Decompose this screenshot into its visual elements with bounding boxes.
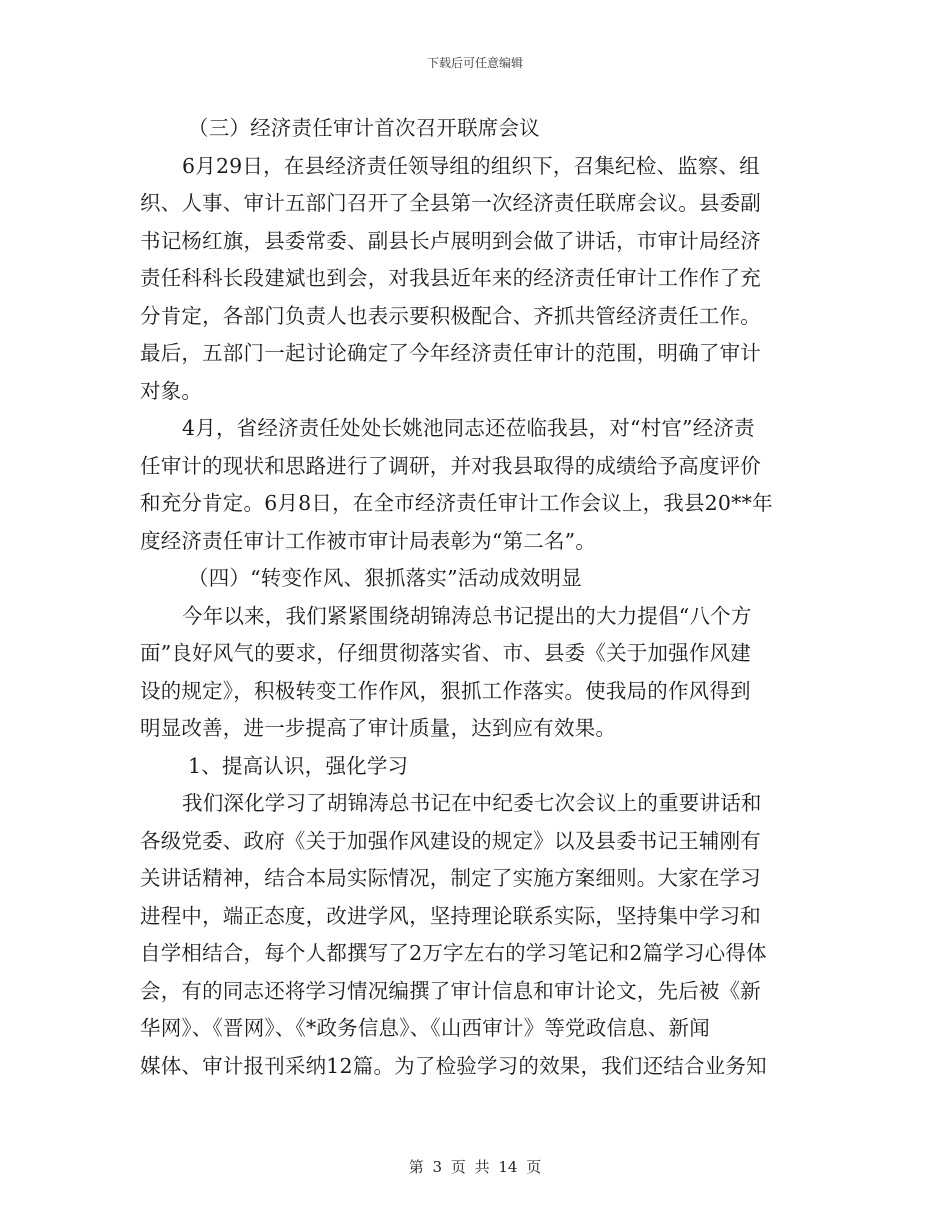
body-text-line: 4月，省经济责任处处长姚池同志还莅临我县，对“村官”经济责	[182, 416, 755, 440]
body-text-line: 最后，五部门一起讨论确定了今年经济责任审计的范围，明确了审计	[140, 341, 761, 365]
body-text-line: 度经济责任审计工作被市审计局表彰为“第二名”。	[140, 528, 597, 553]
body-text-line: 织、人事、审计五部门召开了全县第一次经济责任联席会议。县委副	[140, 191, 761, 215]
body-text-line: 华网》、《晋网》、《*政务信息》、《山西审计》等党政信息、新闻	[140, 1016, 710, 1040]
body-text-line: 进程中，端正态度，改进学风，坚持理论联系实际，坚持集中学习和	[140, 903, 761, 928]
body-text-line: 今年以来，我们紧紧围绕胡锦涛总书记提出的大力提倡“八个方	[182, 603, 752, 628]
body-text-line: 会，有的同志还将学习情况编撰了审计信息和审计论文，先后被《新	[140, 978, 761, 1003]
document-body	[140, 110, 812, 1085]
section-heading: （三）经济责任审计首次召开联席会议	[188, 116, 540, 140]
page-number: 第 3 页 共 14 页	[408, 1158, 542, 1176]
body-text-line: 分肯定，各部门负责人也表示要积极配合、齐抓共管经济责任工作。	[140, 303, 761, 328]
body-text-line: 面”良好风气的要求，仔细贯彻落实省、市、县委《关于加强作风建	[140, 641, 751, 665]
body-text-line: 关讲话精神，结合本局实际情况，制定了实施方案细则。大家在学习	[140, 866, 761, 890]
header-note: 下载后可任意编辑	[426, 56, 523, 70]
body-text-line: 设的规定》，积极转变工作作风，狠抓工作落实。使我局的作风得到	[140, 678, 751, 703]
body-text-line: 媒体、审计报刊采纳12篇。为了检验学习的效果，我们还结合业务知	[140, 1053, 767, 1078]
body-text-line: 各级党委、政府《关于加强作风建设的规定》以及县委书记王辅刚有	[140, 828, 761, 853]
body-text-line: 6月29日，在县经济责任领导组的组织下，召集纪检、监察、组	[182, 153, 760, 178]
body-text-line: 对象。	[140, 378, 203, 403]
section-heading: （四）“转变作风、狠抓落实”活动成效明显	[188, 566, 582, 590]
body-text-line: 我们深化学习了胡锦涛总书记在中纪委七次会议上的重要讲话和	[182, 791, 762, 815]
body-text-line: 书记杨红旗，县委常委、副县长卢展明到会做了讲话，市审计局经济	[140, 228, 761, 253]
section-heading: 1、提高认识，强化学习	[188, 753, 409, 778]
body-text-line: 和充分肯定。6月8日，在全市经济责任审计工作会议上，我县20**年	[140, 491, 773, 515]
body-text-line: 明显改善，进一步提高了审计质量，达到应有效果。	[140, 716, 617, 740]
body-text-line: 责任科科长段建斌也到会，对我县近年来的经济责任审计工作作了充	[140, 266, 761, 290]
body-text-line: 任审计的现状和思路进行了调研，并对我县取得的成绩给予高度评价	[140, 453, 761, 478]
body-text-line: 自学相结合，每个人都撰写了2万字左右的学习笔记和2篇学习心得体	[140, 941, 767, 965]
